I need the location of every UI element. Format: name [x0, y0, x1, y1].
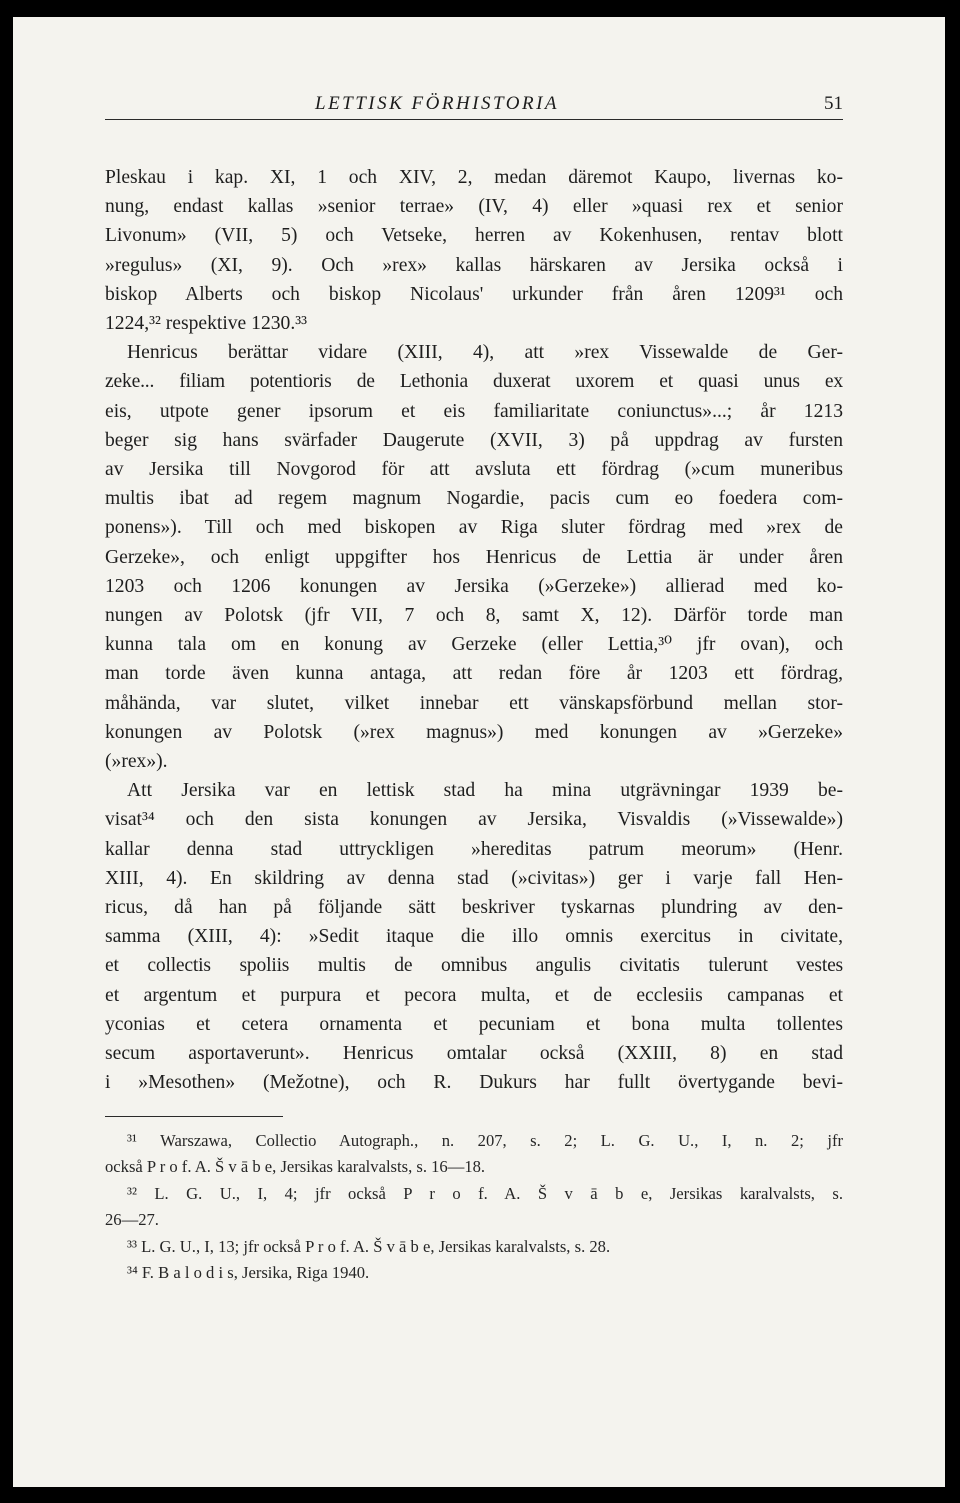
running-title: LETTISK FÖRHISTORIA	[315, 93, 560, 114]
text-line: XIII, 4). En skildring av denna stad (»civitas») ger i varje fall Hen-	[105, 867, 843, 889]
text-line: et argentum et purpura et pecora multa, et de ecclesiis campanas et	[105, 984, 843, 1006]
text-line: Pleskau i kap. XI, 1 och XIV, 2, medan däremot Kaupo, livernas ko-	[105, 167, 843, 188]
text-line: 1224,³² respektive 1230.³³	[105, 313, 307, 335]
text-line: multis ibat ad regem magnum Nogardie, pacis cum eo foedera com-	[105, 488, 843, 510]
page-number: 51	[824, 93, 843, 114]
footnotes	[105, 1128, 843, 1286]
text-line: (»rex»).	[105, 751, 168, 773]
book-page	[13, 17, 945, 1487]
text-line: samma (XIII, 4): »Sedit itaque die illo omnis exercitus in civitate,	[105, 926, 843, 948]
text-line: ponens»). Till och med biskopen av Riga sluter fördrag med »rex de	[105, 517, 843, 539]
text-line: nungen av Polotsk (jfr VII, 7 och 8, samt X, 12). Därför torde man	[105, 605, 843, 627]
text-line: av Jersika till Novgorod för att avsluta ett fördrag (»cum muneribus	[105, 459, 843, 481]
text-line: kunna tala om en konung av Gerzeke (eller Lettia,³⁰ jfr ovan), och	[105, 634, 843, 656]
text-line: et collectis spoliis multis de omnibus angulis civitatis tulerunt vestes	[105, 955, 843, 977]
footnote-line: ³⁴ F. B a l o d i s, Jersika, Riga 1940.	[127, 1263, 370, 1283]
text-line: 1203 och 1206 konungen av Jersika (»Gerzeke») allierad med ko-	[105, 575, 843, 597]
text-line: »regulus» (XI, 9). Och »rex» kallas härskaren av Jersika också i	[105, 254, 843, 276]
footnote-line: ³² L. G. U., I, 4; jfr också P r o f. A. Š v ā b e, Jersikas karalvalsts, s.	[127, 1183, 843, 1203]
text-line: Gerzeke», och enligt uppgifter hos Henricus de Lettia är under åren	[105, 546, 843, 568]
text-line: yconias et cetera ornamenta et pecuniam et bona multa tollentes	[105, 1013, 843, 1035]
footnote-line: ³¹ Warszawa, Collectio Autograph., n. 207, s. 2; L. G. U., I, n. 2; jfr	[127, 1131, 843, 1150]
text-line: kallar denna stad uttryckligen »hereditas patrum meorum» (Henr.	[105, 838, 843, 860]
text-line: zeke... filiam potentioris de Lethonia duxerat uxorem et quasi unus ex	[105, 371, 843, 393]
footnote-line: ³³ L. G. U., I, 13; jfr också P r o f. A. Š v ā b e, Jersikas karalvalsts, s. 28.	[127, 1236, 611, 1256]
text-line: Livonum» (VII, 5) och Vetseke, herren av Kokenhusen, rentav blott	[105, 225, 843, 247]
text-line: konungen av Polotsk (»rex magnus») med konungen av »Gerzeke»	[105, 721, 843, 743]
text-line: nung, endast kallas »senior terrae» (IV, 4) eller »quasi rex et senior	[105, 196, 843, 218]
text-line: måhända, var slutet, vilket innebar ett vänskapsförbund mellan stor-	[105, 692, 843, 714]
text-line: Att Jersika var en lettisk stad ha mina utgrävningar 1939 be-	[127, 780, 843, 802]
text-line: Henricus berättar vidare (XIII, 4), att »rex Vissewalde de Ger-	[127, 342, 843, 364]
text-line: man torde även kunna antaga, att redan före år 1203 ett fördrag,	[105, 663, 843, 685]
text-line: beger sig hans svärfader Daugerute (XVII, 3) på uppdrag av fursten	[105, 429, 843, 451]
text-line: i »Mesothen» (Mežotne), och R. Dukurs har fullt övertygande bevi-	[105, 1072, 843, 1094]
page-header	[105, 85, 843, 120]
body-text	[105, 163, 843, 1098]
footnote-line: också P r o f. A. Š v ā b e, Jersikas karalvalsts, s. 16—18.	[105, 1157, 486, 1177]
text-line: ricus, då han på följande sätt beskriver tyskarnas plundring av den-	[105, 897, 843, 919]
footnote-line: 26—27.	[105, 1210, 159, 1230]
footnote-separator	[105, 1116, 283, 1117]
text-line: eis, utpote gener ipsorum et eis familiaritate coniunctus»...; år 1213	[105, 400, 843, 422]
text-line: biskop Alberts och biskop Nicolaus' urkunder från åren 1209³¹ och	[105, 283, 843, 305]
text-line: secum asportaverunt». Henricus omtalar också (XXIII, 8) en stad	[105, 1043, 843, 1065]
text-line: visat³⁴ och den sista konungen av Jersika, Visvaldis (»Vissewalde»)	[105, 809, 843, 831]
